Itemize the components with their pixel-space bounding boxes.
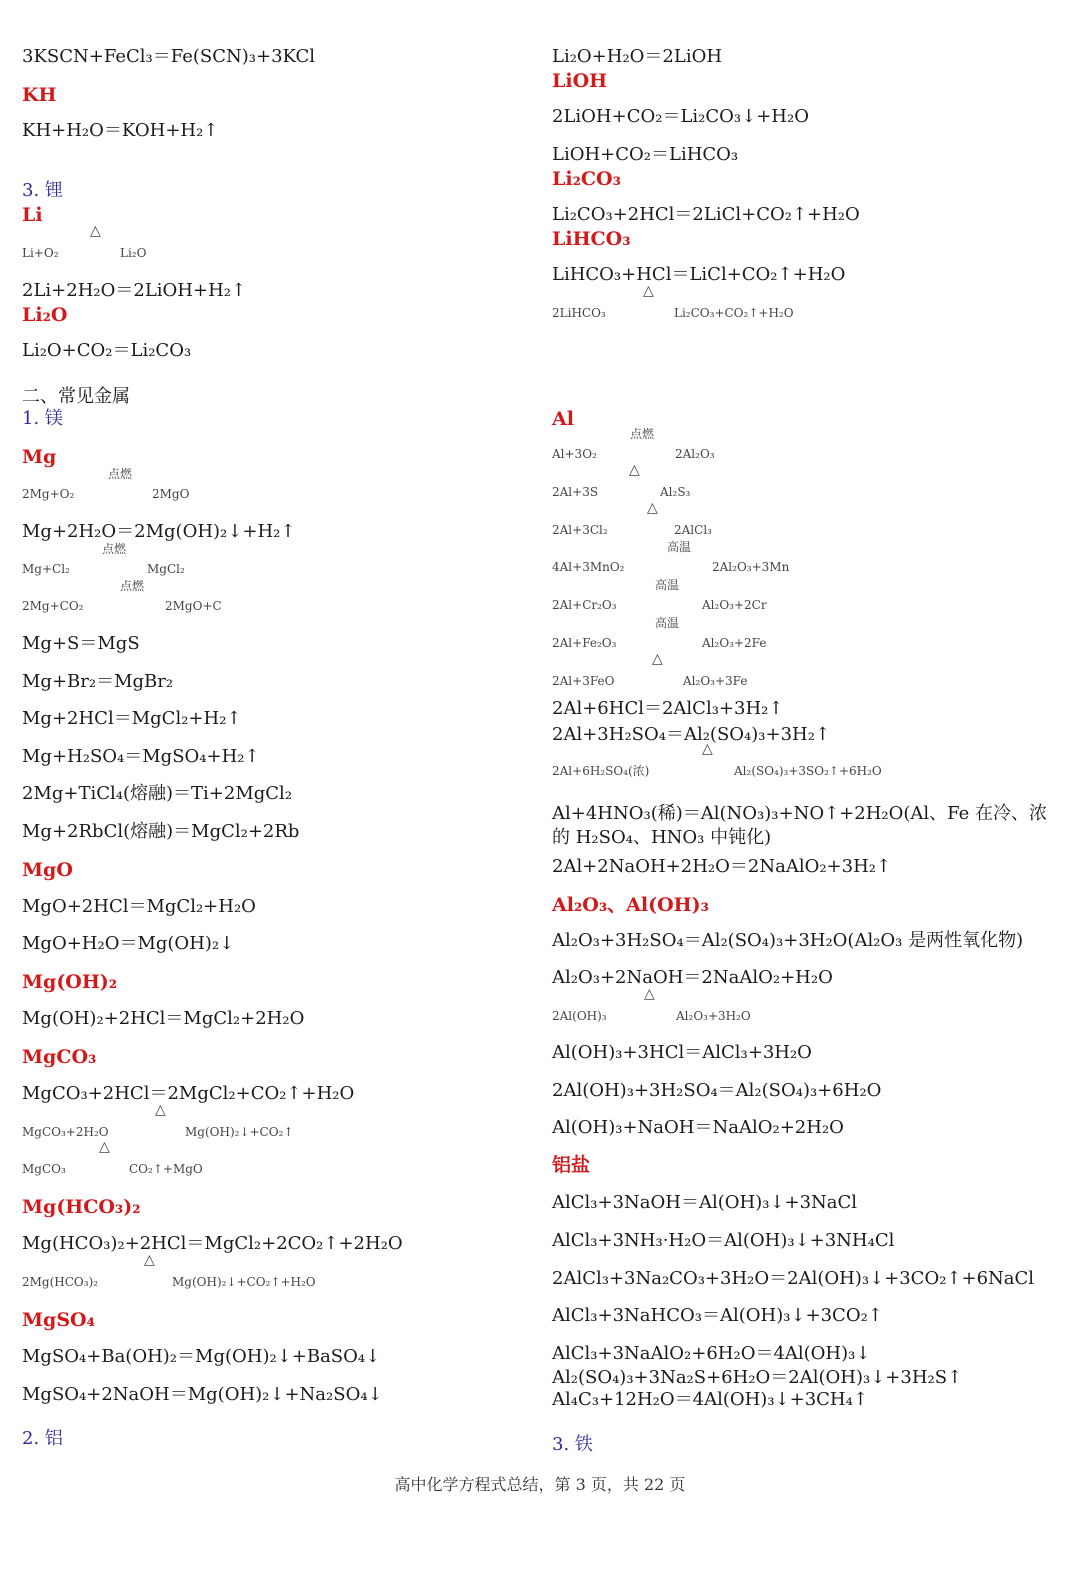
equation-line: MgCO₃+2HCl＝2MgCl₂+CO₂↑+H₂O (22, 1083, 355, 1104)
part-title: 二、常见金属 (22, 386, 130, 407)
equation-reactants: 2Al+3S (552, 485, 599, 499)
equation-products: Mg(OH)₂↓+CO₂↑+H₂O (172, 1275, 316, 1289)
equation-products: Al₂S₃ (660, 485, 691, 499)
equation-line: Li₂CO₃+2HCl＝2LiCl+CO₂↑+H₂O (552, 204, 860, 225)
equation-line (22, 579, 222, 617)
reaction-condition: 点燃 (108, 467, 133, 481)
equation-line (552, 540, 790, 578)
equation-reactants: 2Al(OH)₃ (552, 1009, 607, 1023)
equation-line: 2Al+2NaOH+2H₂O＝2NaAlO₂+3H₂↑ (552, 856, 892, 877)
page-footer: 高中化学方程式总结，第 3 页，共 22 页 (394, 1475, 686, 1494)
equation-line: 2Al(OH)₃+3H₂SO₄＝Al₂(SO₄)₃+6H₂O (552, 1080, 882, 1101)
equation-products: Al₂O₃+3H₂O (676, 1009, 751, 1023)
equation-products: Al₂O₃+2Cr (702, 598, 767, 612)
reaction-condition: 点燃 (102, 542, 127, 556)
subsection-title: 3. 铁 (552, 1434, 593, 1455)
equation-line: MgO+2HCl＝MgCl₂+H₂O (22, 896, 256, 917)
equation-line (22, 1102, 294, 1143)
equation-line: Al+4HNO₃(稀)＝Al(NO₃)₃+NO↑+2H₂O(Al、Fe 在冷、浓的 H₂SO₄、HNO₃ 中钝化) (552, 803, 1048, 848)
section-heading: MgO (22, 859, 73, 881)
equation-line: 3KSCN+FeCl₃＝Fe(SCN)₃+3KCl (22, 46, 316, 67)
equation-line (552, 741, 882, 782)
equation-line: 2LiOH+CO₂＝Li₂CO₃↓+H₂O (552, 106, 809, 127)
equation-line: Al₂(SO₄)₃+3Na₂S+6H₂O＝2Al(OH)₃↓+3H₂S↑ (552, 1367, 963, 1388)
equation-line: Mg(HCO₃)₂+2HCl＝MgCl₂+2CO₂↑+2H₂O (22, 1233, 403, 1254)
equation-reactants: 4Al+3MnO₂ (552, 560, 625, 574)
equation-line (22, 467, 190, 505)
reaction-condition: △ (629, 462, 640, 478)
equation-line (552, 427, 715, 465)
equation-line: Al(OH)₃+NaOH＝NaAlO₂+2H₂O (552, 1117, 844, 1138)
equation-line: Li₂O+H₂O＝2LiOH (552, 46, 723, 67)
equation-products: MgCl₂ (147, 562, 185, 576)
section-heading: 铝盐 (552, 1154, 591, 1176)
equation-line: LiHCO₃+HCl＝LiCl+CO₂↑+H₂O (552, 264, 846, 285)
equation-reactants: Mg+Cl₂ (22, 562, 70, 576)
equation-line (552, 986, 751, 1027)
equation-reactants: 2Mg+CO₂ (22, 599, 84, 613)
equation-line: MgSO₄+2NaOH＝Mg(OH)₂↓+Na₂SO₄↓ (22, 1384, 383, 1405)
equation-line: Mg+2RbCl(熔融)＝MgCl₂+2Rb (22, 821, 300, 842)
equation-line: Al₂O₃+2NaOH＝2NaAlO₂+H₂O (552, 967, 833, 988)
equation-line (552, 283, 794, 324)
equation-line: Li₂O+CO₂＝Li₂CO₃ (22, 340, 192, 361)
reaction-condition: 高温 (667, 540, 692, 554)
equation-products: 2Al₂O₃ (675, 447, 715, 461)
equation-reactants: 2Al+Fe₂O₃ (552, 636, 617, 650)
equation-reactants: 2Al+3FeO (552, 674, 615, 688)
equation-reactants: 2Al+6H₂SO₄(浓) (552, 764, 650, 778)
subsection-title: 2. 铝 (22, 1428, 63, 1449)
equation-products: Li₂O (120, 246, 147, 260)
equation-line: Mg+H₂SO₄＝MgSO₄+H₂↑ (22, 746, 260, 767)
equation-products: Li₂CO₃+CO₂↑+H₂O (674, 306, 794, 320)
reaction-condition: △ (144, 1252, 155, 1268)
equation-products: Al₂O₃+3Fe (683, 674, 748, 688)
equation-line (552, 462, 691, 503)
equation-reactants: Al+3O₂ (552, 447, 597, 461)
equation-reactants: Li+O₂ (22, 246, 59, 260)
equation-products: 2MgO (152, 487, 190, 501)
subsection-title: 3. 锂 (22, 180, 63, 201)
equation-products: Al₂(SO₄)₃+3SO₂↑+6H₂O (734, 764, 882, 778)
equation-reactants: MgCO₃+2H₂O (22, 1125, 109, 1139)
reaction-condition: 高温 (655, 578, 680, 592)
equation-line: MgO+H₂O＝Mg(OH)₂↓ (22, 933, 235, 954)
section-heading: LiHCO₃ (552, 228, 631, 250)
section-heading: Li₂O (22, 304, 68, 326)
equation-line (552, 651, 748, 692)
equation-line: AlCl₃+3NaHCO₃＝Al(OH)₃↓+3CO₂↑ (552, 1305, 883, 1326)
reaction-condition: △ (647, 500, 658, 516)
section-heading: Mg(OH)₂ (22, 971, 118, 993)
reaction-condition: △ (99, 1139, 110, 1155)
equation-line: Mg+S＝MgS (22, 633, 140, 654)
equation-line (552, 578, 767, 616)
equation-products: Al₂O₃+2Fe (702, 636, 767, 650)
equation-line: AlCl₃+3NH₃·H₂O＝Al(OH)₃↓+3NH₄Cl (552, 1230, 895, 1251)
section-heading: LiOH (552, 70, 608, 92)
equation-line: 2Mg+TiCl₄(熔融)＝Ti+2MgCl₂ (22, 783, 293, 804)
equation-line: 2Al+3H₂SO₄＝Al₂(SO₄)₃+3H₂↑ (552, 724, 831, 745)
reaction-condition: △ (155, 1102, 166, 1118)
section-heading: Al (552, 408, 574, 430)
equation-reactants: 2Al+Cr₂O₃ (552, 598, 617, 612)
section-heading: Li₂CO₃ (552, 168, 621, 190)
reaction-condition: 点燃 (630, 427, 655, 441)
section-heading: Mg(HCO₃)₂ (22, 1196, 141, 1218)
reaction-condition: 点燃 (120, 579, 145, 593)
equation-reactants: 2Mg+O₂ (22, 487, 75, 501)
section-heading: Al₂O₃、Al(OH)₃ (552, 894, 709, 916)
equation-products: 2Al₂O₃+3Mn (712, 560, 790, 574)
equation-products: CO₂↑+MgO (129, 1162, 203, 1176)
section-heading: Mg (22, 446, 57, 468)
section-heading: Li (22, 204, 43, 226)
subsection-title: 1. 镁 (22, 408, 63, 429)
equation-line: 2Li+2H₂O＝2LiOH+H₂↑ (22, 280, 247, 301)
reaction-condition: △ (702, 741, 713, 757)
equation-line: LiOH+CO₂＝LiHCO₃ (552, 144, 739, 165)
equation-reactants: 2Al+3Cl₂ (552, 523, 608, 537)
equation-line: Mg+Br₂＝MgBr₂ (22, 671, 174, 692)
equation-line: AlCl₃+3NaOH＝Al(OH)₃↓+3NaCl (552, 1192, 858, 1213)
equation-line (552, 500, 712, 541)
equation-reactants: 2Mg(HCO₃)₂ (22, 1275, 99, 1289)
equation-line: AlCl₃+3NaAlO₂+6H₂O＝4Al(OH)₃↓ (552, 1343, 871, 1364)
equation-line: Al₄C₃+12H₂O＝4Al(OH)₃↓+3CH₄↑ (552, 1389, 868, 1410)
equation-reactants: 2LiHCO₃ (552, 306, 606, 320)
equation-line: Mg(OH)₂+2HCl＝MgCl₂+2H₂O (22, 1008, 305, 1029)
equation-line (22, 223, 147, 264)
equation-line: MgSO₄+Ba(OH)₂＝Mg(OH)₂↓+BaSO₄↓ (22, 1346, 381, 1367)
equation-line (22, 1139, 203, 1180)
equation-line: KH+H₂O＝KOH+H₂↑ (22, 120, 219, 141)
section-heading: MgSO₄ (22, 1309, 95, 1331)
equation-line: 2Al+6HCl＝2AlCl₃+3H₂↑ (552, 698, 784, 719)
reaction-condition: △ (643, 283, 654, 299)
reaction-condition: 高温 (655, 616, 680, 630)
reaction-condition: △ (90, 223, 101, 239)
equation-products: Mg(OH)₂↓+CO₂↑ (185, 1125, 294, 1139)
equation-line (552, 616, 767, 654)
equation-line: Al(OH)₃+3HCl＝AlCl₃+3H₂O (552, 1042, 812, 1063)
equation-products: 2AlCl₃ (674, 523, 712, 537)
section-heading: MgCO₃ (22, 1046, 97, 1068)
equation-line (22, 1252, 316, 1293)
equation-reactants: MgCO₃ (22, 1162, 66, 1176)
equation-line: Mg+2HCl＝MgCl₂+H₂↑ (22, 708, 242, 729)
equation-line (22, 542, 185, 580)
section-heading: KH (22, 84, 57, 106)
reaction-condition: △ (652, 651, 663, 667)
equation-line: Al₂O₃+3H₂SO₄＝Al₂(SO₄)₃+3H₂O(Al₂O₃ 是两性氧化物) (552, 930, 1024, 951)
reaction-condition: △ (644, 986, 655, 1002)
equation-products: 2MgO+C (165, 599, 222, 613)
equation-line: Mg+2H₂O＝2Mg(OH)₂↓+H₂↑ (22, 521, 296, 542)
equation-line: 2AlCl₃+3Na₂CO₃+3H₂O＝2Al(OH)₃↓+3CO₂↑+6NaCl (552, 1268, 1035, 1289)
